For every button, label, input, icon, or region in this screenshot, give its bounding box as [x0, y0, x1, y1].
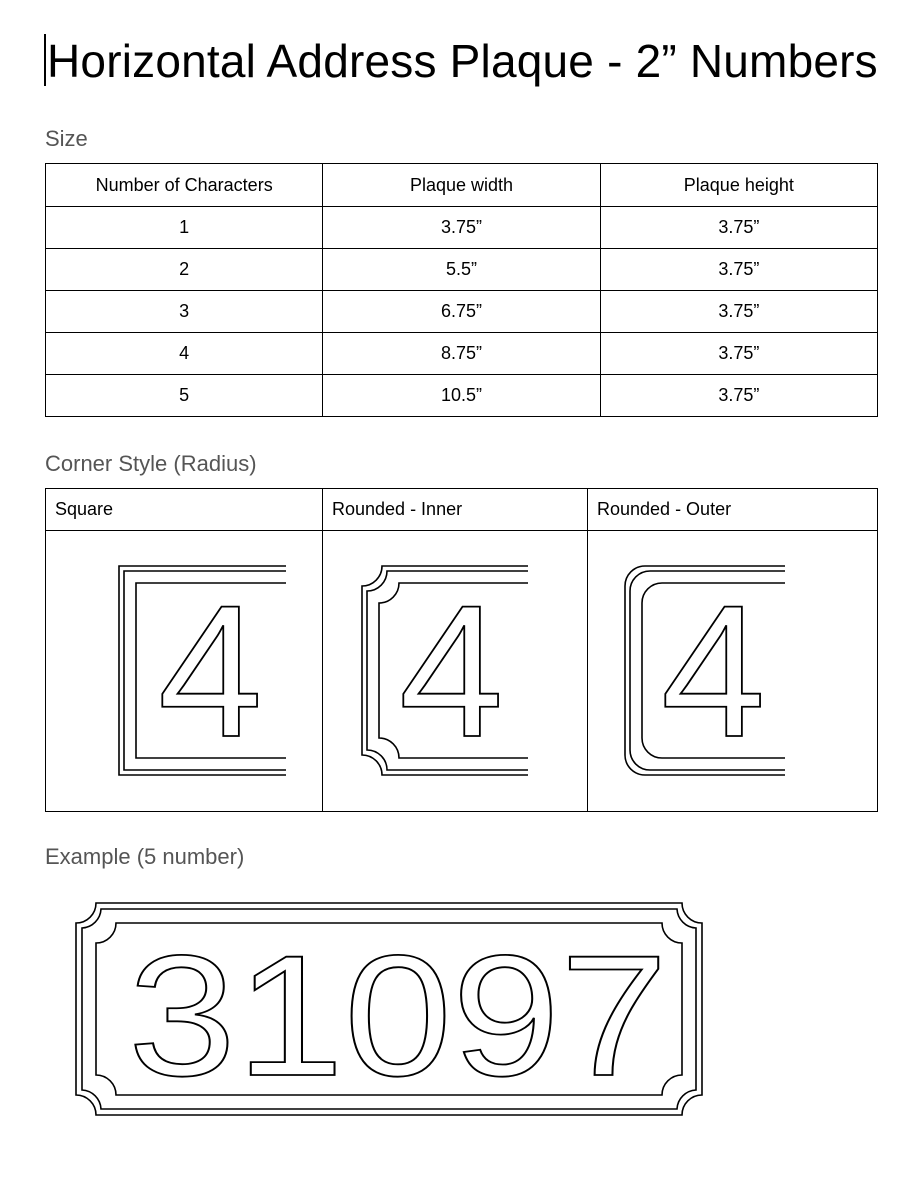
corner-style-heading: Corner Style (Radius)	[45, 451, 257, 476]
square-corner-cell	[46, 531, 323, 812]
rounded-outer-plaque-icon	[588, 531, 878, 811]
square-corner-plaque-icon	[46, 531, 323, 811]
rounded-inner-corner-cell	[323, 531, 588, 812]
example-heading: Example (5 number)	[45, 844, 245, 869]
characters-cell: 1	[46, 207, 323, 249]
size-table	[45, 163, 878, 417]
plaque-numeral: 4	[399, 566, 504, 776]
height-cell: 3.75”	[600, 291, 877, 333]
height-cell: 3.75”	[600, 249, 877, 291]
width-cell: 3.75”	[323, 207, 600, 249]
corner-label-rounded-inner: Rounded - Inner	[323, 489, 588, 531]
height-cell: 3.75”	[600, 375, 877, 417]
width-cell: 6.75”	[323, 291, 600, 333]
table-row	[46, 291, 878, 333]
width-cell: 10.5”	[323, 375, 600, 417]
corner-label-rounded-outer: Rounded - Outer	[588, 489, 878, 531]
table-row	[46, 249, 878, 291]
height-cell: 3.75”	[600, 207, 877, 249]
height-cell: 3.75”	[600, 333, 877, 375]
characters-cell: 5	[46, 375, 323, 417]
text-cursor	[44, 34, 46, 86]
characters-cell: 2	[46, 249, 323, 291]
width-cell: 5.5”	[323, 249, 600, 291]
corner-style-table	[45, 488, 878, 812]
table-row	[46, 207, 878, 249]
characters-cell: 4	[46, 333, 323, 375]
table-row	[46, 375, 878, 417]
corner-style-image-row	[46, 531, 878, 812]
header-number-of-characters: Number of Characters	[46, 164, 323, 207]
page-title: Horizontal Address Plaque - 2” Numbers	[47, 35, 878, 87]
example-plaque-icon	[60, 893, 730, 1128]
rounded-inner-plaque-icon	[323, 531, 588, 811]
corner-style-header-row	[46, 489, 878, 531]
header-plaque-width: Plaque width	[323, 164, 600, 207]
characters-cell: 3	[46, 291, 323, 333]
example-house-number: 31097	[128, 920, 668, 1112]
rounded-outer-corner-cell	[588, 531, 878, 812]
plaque-numeral: 4	[158, 566, 263, 776]
corner-label-square: Square	[46, 489, 323, 531]
plaque-numeral: 4	[661, 566, 766, 776]
width-cell: 8.75”	[323, 333, 600, 375]
table-row	[46, 333, 878, 375]
size-heading: Size	[45, 126, 88, 151]
header-plaque-height: Plaque height	[600, 164, 877, 207]
size-table-header-row	[46, 164, 878, 207]
